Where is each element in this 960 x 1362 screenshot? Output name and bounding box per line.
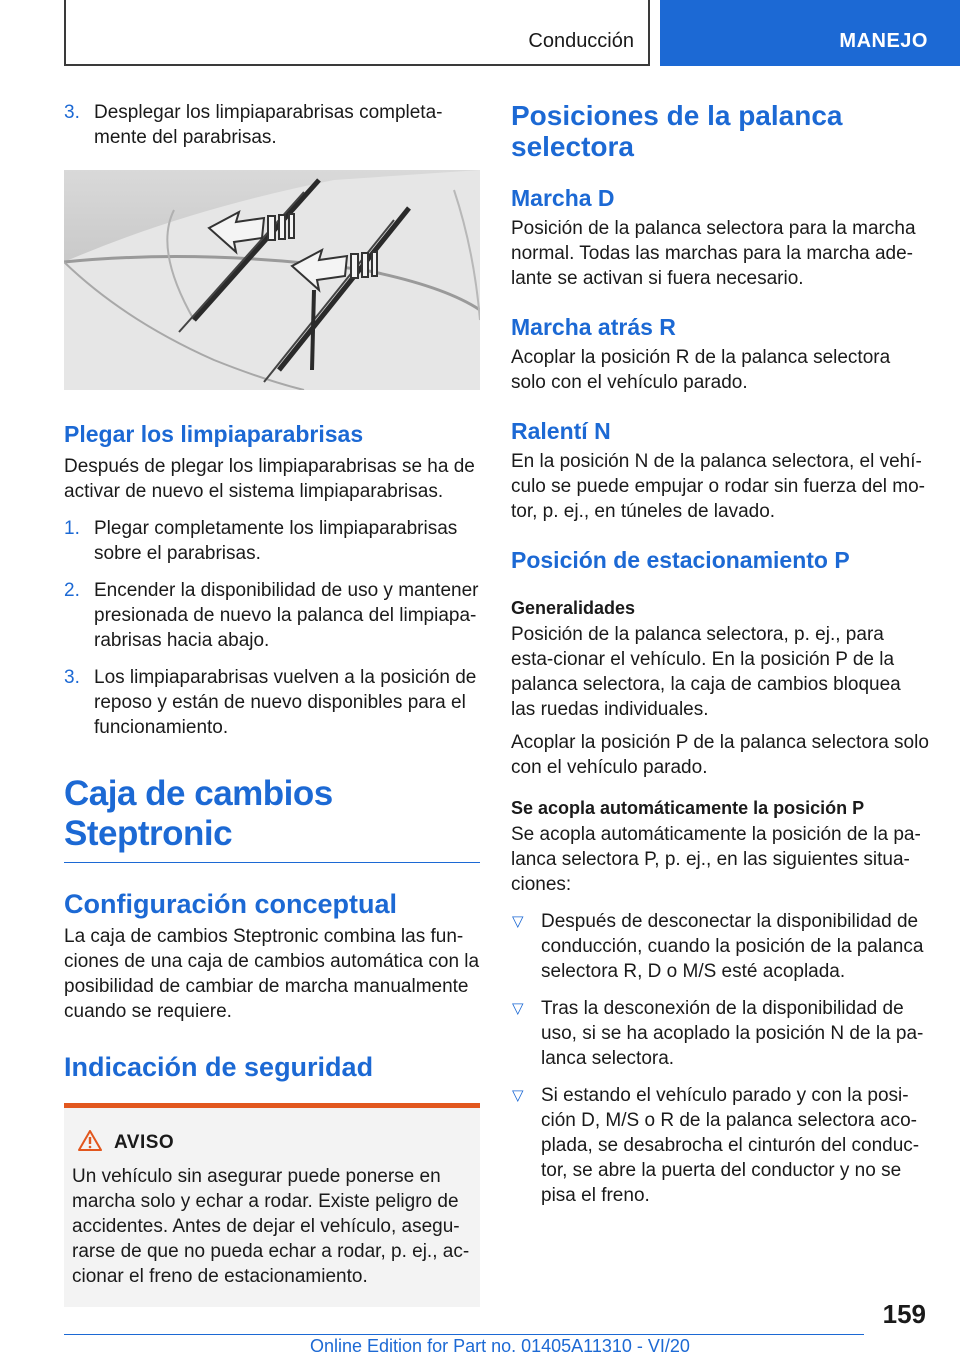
bullet-text: Si estando el vehículo parado y con la posi-ción D, M/S o R de la palanca selectora aco-plada, se desabrocha el cinturón del conduc-tor, se abre la puerta del conductor y no se pisa el freno. [541,1085,920,1206]
reverse-r-text: Acoplar la posición R de la palanca selectora solo con el vehículo parado. [511,347,891,393]
step-number: 3. [64,102,80,123]
header-section-tab [64,0,650,66]
park-auto-text: Se acopla automáticamente la posición de la pa-lanca selectora P, p. ej., en las siguientes situa-ciones: [511,824,921,895]
drive-d-heading: Marcha D [511,185,615,211]
section-title: Conducción [528,30,634,52]
bullet-triangle-icon: ▽ [512,913,524,930]
warning-text: Un vehículo sin asegurar puede ponerse en marcha solo y echar a rodar. Existe peligro de accidentes. Antes de dejar el vehículo, asegu-rarse de que no pueda echar a rodar, p. ej., ac-cionar el freno de estacionamiento. [72,1166,470,1287]
reverse-r-section [511,313,929,395]
neutral-n-heading: Ralentí N [511,418,611,444]
step-unfold-3 [64,100,480,150]
selector-positions-heading: Posiciones de la palanca selectora [511,100,843,162]
drive-d-section [511,184,929,291]
reverse-r-heading: Marcha atrás R [511,314,676,340]
warning-title-row [72,1130,470,1156]
park-bullet-3 [511,1083,929,1208]
neutral-n-text: En la posición N de la palanca selectora, el vehí-culo se puede empujar o rodar sin fuerza del mo-tor, p. ej., en túneles de lavado. [511,451,926,522]
fold-step-3 [64,665,480,740]
park-general-text-2: Acoplar la posición P de la palanca selectora solo con el vehículo parado. [511,732,929,778]
bullet-text: Tras la desconexión de la disponibilidad de uso, si se ha acoplado la posición N de la pa-lanca selectora. [541,998,924,1069]
park-general-text-1: Posición de la palanca selectora, p. ej., para esta-cionar el vehículo. En la posición P de la palanca selectora, la caja de cambios bloquea las ruedas individuales. [511,624,901,720]
step-text: Encender la disponibilidad de uso y mantener presionada de nuevo la palanca del limpiapa-rabrisas hacia abajo. [94,580,479,651]
right-column [511,100,929,1208]
page-header [0,0,960,66]
concept-text: La caja de cambios Steptronic combina las fun-ciones de una caja de cambios automática con la posibilidad de cambiar de marcha manualmente cuando se requiere. [64,926,480,1022]
left-column [64,100,480,1307]
concept-section [64,889,480,1024]
step-text: Plegar completamente los limpiaparabrisas sobre el parabrisas. [94,518,458,564]
fold-wipers-heading: Plegar los limpiaparabrisas [64,421,364,447]
park-bullet-2 [511,996,929,1071]
step-text: Los limpiaparabrisas vuelven a la posición de reposo y están de nuevo disponibles para el funcionamiento. [94,667,477,738]
park-p-section [511,546,929,1208]
fold-step-1 [64,516,480,566]
step-number: 1. [64,518,80,539]
page-number: 159 [882,1299,926,1329]
step-number: 2. [64,580,80,601]
header-chapter-tab [660,0,960,66]
footer-edition: Online Edition for Part no. 01405A11310 - VI/20 [310,1336,690,1356]
bullet-text: Después de desconectar la disponibilidad de conducción, cuando la posición de la palanca selectora R, D o M/S esté acoplada. [541,911,924,982]
chapter-label: MANEJO [839,30,928,52]
wiper-illustration [64,170,480,390]
bullet-triangle-icon: ▽ [512,1087,524,1104]
safety-heading: Indicación de seguridad [64,1052,374,1082]
neutral-n-section [511,417,929,524]
concept-heading: Configuración conceptual [64,889,398,919]
drive-d-text: Posición de la palanca selectora para la marcha normal. Todas las marchas para la marcha ade-lante se activan si fuera necesario. [511,218,916,289]
warning-label: AVISO [114,1132,175,1153]
warning-triangle-icon [78,1130,102,1156]
chapter-heading-block [64,774,480,863]
safety-section [64,1052,480,1307]
footer-divider [64,1334,864,1335]
bullet-triangle-icon: ▽ [512,1000,524,1017]
step-text: Desplegar los limpiaparabrisas completa-mente del parabrisas. [94,102,443,148]
park-auto-heading: Se acopla automáticamente la posición P [511,798,865,818]
park-bullet-1 [511,909,929,984]
fold-wipers-intro: Después de plegar los limpiaparabrisas se ha de activar de nuevo el sistema limpiaparabrisas. [64,456,475,502]
park-p-heading: Posición de estacionamiento P [511,547,850,573]
warning-box [64,1103,480,1307]
chapter-heading: Caja de cambios Steptronic [64,774,333,853]
step-number: 3. [64,667,80,688]
park-general-heading: Generalidades [511,598,636,618]
wiper-illustration-drawing [64,170,480,390]
fold-wipers-section [64,420,480,740]
fold-step-2 [64,578,480,653]
